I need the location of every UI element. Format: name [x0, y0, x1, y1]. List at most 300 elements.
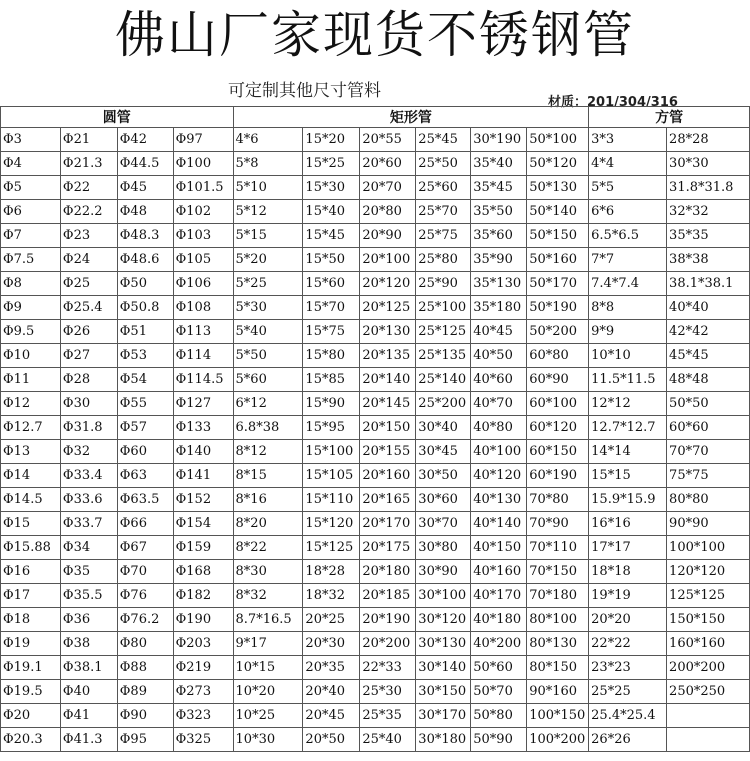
table-cell: 38*38	[667, 248, 750, 272]
table-cell: 5*50	[233, 344, 303, 368]
table-cell: Φ14.5	[1, 488, 61, 512]
table-cell: Φ41.3	[60, 728, 117, 752]
table-cell: 8*12	[233, 440, 303, 464]
table-cell: 20*40	[303, 680, 360, 704]
table-cell: 50*160	[527, 248, 589, 272]
table-cell: 38.1*38.1	[667, 272, 750, 296]
table-cell: 5*25	[233, 272, 303, 296]
table-cell: 8*15	[233, 464, 303, 488]
table-cell: 20*35	[303, 656, 360, 680]
header-round-tube: 圆管	[1, 107, 234, 128]
table-row	[1, 416, 750, 440]
table-cell: Φ76.2	[117, 608, 173, 632]
table-cell: Φ114	[173, 344, 233, 368]
table-row	[1, 512, 750, 536]
table-cell: 42*42	[667, 320, 750, 344]
table-cell: Φ168	[173, 560, 233, 584]
table-cell: 5*5	[589, 176, 667, 200]
table-cell: 20*200	[360, 632, 416, 656]
table-cell: 50*70	[471, 680, 527, 704]
table-cell: 50*130	[527, 176, 589, 200]
table-cell: 4*6	[233, 128, 303, 152]
table-cell: 50*80	[471, 704, 527, 728]
table-cell: Φ6	[1, 200, 61, 224]
table-cell: 25*50	[416, 152, 471, 176]
table-cell: 5*15	[233, 224, 303, 248]
table-cell: 35*45	[471, 176, 527, 200]
table-row	[1, 440, 750, 464]
table-cell: 20*45	[303, 704, 360, 728]
table-cell: 100*100	[667, 536, 750, 560]
table-cell: Φ105	[173, 248, 233, 272]
page-title: 佛山厂家现货不锈钢管	[115, 6, 635, 64]
table-cell: Φ102	[173, 200, 233, 224]
table-row	[1, 464, 750, 488]
table-cell: Φ100	[173, 152, 233, 176]
table-cell: Φ19	[1, 632, 61, 656]
table-cell: 10*15	[233, 656, 303, 680]
table-cell: 22*22	[589, 632, 667, 656]
table-cell: 70*90	[527, 512, 589, 536]
table-cell: 30*60	[416, 488, 471, 512]
table-cell: 20*125	[360, 296, 416, 320]
table-cell: Φ127	[173, 392, 233, 416]
table-row	[1, 152, 750, 176]
table-cell: Φ67	[117, 536, 173, 560]
table-cell: 50*100	[527, 128, 589, 152]
table-cell: 5*12	[233, 200, 303, 224]
table-cell: 70*150	[527, 560, 589, 584]
table-cell: 25*100	[416, 296, 471, 320]
table-cell: Φ21	[60, 128, 117, 152]
table-row	[1, 272, 750, 296]
table-cell: Φ190	[173, 608, 233, 632]
table-cell: 75*75	[667, 464, 750, 488]
table-cell: 25*35	[360, 704, 416, 728]
table-cell: 20*155	[360, 440, 416, 464]
table-cell: 20*135	[360, 344, 416, 368]
table-cell: Φ323	[173, 704, 233, 728]
table-cell: 25*200	[416, 392, 471, 416]
table-cell: 25*75	[416, 224, 471, 248]
table-cell: 15*90	[303, 392, 360, 416]
table-row	[1, 608, 750, 632]
table-cell: 15*105	[303, 464, 360, 488]
table-cell: 8*30	[233, 560, 303, 584]
table-cell: Φ19.1	[1, 656, 61, 680]
table-cell: 30*170	[416, 704, 471, 728]
table-cell: 15*30	[303, 176, 360, 200]
table-row	[1, 560, 750, 584]
table-cell: Φ4	[1, 152, 61, 176]
table-cell: 40*170	[471, 584, 527, 608]
table-cell: 30*90	[416, 560, 471, 584]
table-cell: Φ70	[117, 560, 173, 584]
table-cell: 20*185	[360, 584, 416, 608]
table-row	[1, 728, 750, 752]
table-cell: 15*100	[303, 440, 360, 464]
table-cell: 30*70	[416, 512, 471, 536]
table-cell: 50*120	[527, 152, 589, 176]
table-cell: 18*32	[303, 584, 360, 608]
table-cell: 90*160	[527, 680, 589, 704]
table-cell: 60*190	[527, 464, 589, 488]
header-rect-tube: 矩形管	[233, 107, 589, 128]
table-cell: Φ27	[60, 344, 117, 368]
table-cell: Φ48.6	[117, 248, 173, 272]
table-cell: 22*33	[360, 656, 416, 680]
table-cell: 30*120	[416, 608, 471, 632]
table-cell: 5*8	[233, 152, 303, 176]
table-cell: 25*135	[416, 344, 471, 368]
table-cell: Φ159	[173, 536, 233, 560]
table-cell: 70*80	[527, 488, 589, 512]
table-cell: Φ25.4	[60, 296, 117, 320]
table-cell: Φ152	[173, 488, 233, 512]
table-cell: 19*19	[589, 584, 667, 608]
table-cell: 20*145	[360, 392, 416, 416]
table-cell: Φ12	[1, 392, 61, 416]
table-cell: Φ24	[60, 248, 117, 272]
table-cell: 70*70	[667, 440, 750, 464]
table-row	[1, 632, 750, 656]
table-cell: 30*190	[471, 128, 527, 152]
table-cell: Φ16	[1, 560, 61, 584]
table-cell: 15*50	[303, 248, 360, 272]
table-cell: Φ141	[173, 464, 233, 488]
table-cell: Φ114.5	[173, 368, 233, 392]
table-cell: 80*80	[667, 488, 750, 512]
table-cell: 8*20	[233, 512, 303, 536]
table-cell: 25*25	[589, 680, 667, 704]
table-cell: 15*70	[303, 296, 360, 320]
table-cell: 32*32	[667, 200, 750, 224]
table-cell: 60*90	[527, 368, 589, 392]
table-cell: Φ63.5	[117, 488, 173, 512]
table-cell: 35*35	[667, 224, 750, 248]
table-cell: 50*60	[471, 656, 527, 680]
table-cell: Φ15.88	[1, 536, 61, 560]
table-cell: 150*150	[667, 608, 750, 632]
table-row	[1, 200, 750, 224]
table-cell: Φ17	[1, 584, 61, 608]
table-cell: 4*4	[589, 152, 667, 176]
table-cell: 14*14	[589, 440, 667, 464]
table-row	[1, 704, 750, 728]
table-cell: 35*60	[471, 224, 527, 248]
table-cell: 160*160	[667, 632, 750, 656]
table-cell: 30*150	[416, 680, 471, 704]
table-cell: 20*180	[360, 560, 416, 584]
table-cell: 28*28	[667, 128, 750, 152]
table-cell: 30*40	[416, 416, 471, 440]
table-cell: Φ34	[60, 536, 117, 560]
table-cell: 8*16	[233, 488, 303, 512]
table-cell: Φ89	[117, 680, 173, 704]
table-cell: 250*250	[667, 680, 750, 704]
table-cell: 30*45	[416, 440, 471, 464]
header-square-tube: 方管	[589, 107, 750, 128]
table-cell: Φ90	[117, 704, 173, 728]
table-cell: Φ140	[173, 440, 233, 464]
table-cell: 5*20	[233, 248, 303, 272]
table-row	[1, 368, 750, 392]
table-cell: Φ219	[173, 656, 233, 680]
table-cell: 15.9*15.9	[589, 488, 667, 512]
table-cell: 90*90	[667, 512, 750, 536]
table-cell: 100*200	[527, 728, 589, 752]
table-cell: 20*165	[360, 488, 416, 512]
table-cell: 40*45	[471, 320, 527, 344]
table-cell: 40*140	[471, 512, 527, 536]
table-cell: 15*120	[303, 512, 360, 536]
table-cell: Φ11	[1, 368, 61, 392]
table-cell: 20*50	[303, 728, 360, 752]
table-cell: 10*25	[233, 704, 303, 728]
table-cell: Φ10	[1, 344, 61, 368]
table-cell: Φ33.6	[60, 488, 117, 512]
table-cell: Φ25	[60, 272, 117, 296]
table-cell: Φ7.5	[1, 248, 61, 272]
table-row	[1, 320, 750, 344]
table-cell: 35*130	[471, 272, 527, 296]
table-cell: Φ22.2	[60, 200, 117, 224]
table-cell: 50*200	[527, 320, 589, 344]
table-cell: 18*18	[589, 560, 667, 584]
table-cell: 30*180	[416, 728, 471, 752]
table-cell: 7*7	[589, 248, 667, 272]
table-cell: 20*70	[360, 176, 416, 200]
table-cell: 9*9	[589, 320, 667, 344]
table-cell: 25*125	[416, 320, 471, 344]
table-cell: 20*30	[303, 632, 360, 656]
table-cell: Φ95	[117, 728, 173, 752]
table-cell: 20*160	[360, 464, 416, 488]
table-cell: Φ30	[60, 392, 117, 416]
table-cell: Φ45	[117, 176, 173, 200]
table-cell: 48*48	[667, 368, 750, 392]
table-cell: 20*20	[589, 608, 667, 632]
table-cell: 30*140	[416, 656, 471, 680]
table-cell: 25*40	[360, 728, 416, 752]
table-cell: 60*120	[527, 416, 589, 440]
table-cell: 200*200	[667, 656, 750, 680]
table-cell: 18*28	[303, 560, 360, 584]
table-cell: 120*120	[667, 560, 750, 584]
table-cell: 8*32	[233, 584, 303, 608]
table-cell: 17*17	[589, 536, 667, 560]
size-table	[0, 106, 750, 752]
table-cell: 15*80	[303, 344, 360, 368]
table-cell: Φ35	[60, 560, 117, 584]
table-cell: 31.8*31.8	[667, 176, 750, 200]
table-cell: Φ60	[117, 440, 173, 464]
table-row	[1, 176, 750, 200]
table-cell: Φ113	[173, 320, 233, 344]
table-cell: 20*130	[360, 320, 416, 344]
table-cell: 6*12	[233, 392, 303, 416]
table-cell: 35*90	[471, 248, 527, 272]
table-cell: 15*110	[303, 488, 360, 512]
table-cell: 40*50	[471, 344, 527, 368]
table-cell: 40*160	[471, 560, 527, 584]
table-cell: 30*130	[416, 632, 471, 656]
table-cell: 10*10	[589, 344, 667, 368]
table-cell: 60*80	[527, 344, 589, 368]
table-cell: 8.7*16.5	[233, 608, 303, 632]
table-cell: Φ103	[173, 224, 233, 248]
table-cell: Φ154	[173, 512, 233, 536]
table-cell: 125*125	[667, 584, 750, 608]
table-cell: 5*10	[233, 176, 303, 200]
table-cell: 35*40	[471, 152, 527, 176]
table-cell: Φ273	[173, 680, 233, 704]
table-cell: Φ38	[60, 632, 117, 656]
table-cell: Φ54	[117, 368, 173, 392]
table-cell: 35*50	[471, 200, 527, 224]
table-cell: 35*180	[471, 296, 527, 320]
table-row	[1, 656, 750, 680]
table-cell: 8*8	[589, 296, 667, 320]
table-cell: Φ106	[173, 272, 233, 296]
table-cell: 40*80	[471, 416, 527, 440]
table-cell: Φ325	[173, 728, 233, 752]
table-row	[1, 680, 750, 704]
table-cell: 20*80	[360, 200, 416, 224]
table-cell: 5*40	[233, 320, 303, 344]
table-cell: 80*100	[527, 608, 589, 632]
table-cell: Φ9	[1, 296, 61, 320]
table-cell: 25*30	[360, 680, 416, 704]
table-cell: 20*100	[360, 248, 416, 272]
table-cell: 50*190	[527, 296, 589, 320]
table-cell: Φ35.5	[60, 584, 117, 608]
table-cell: 40*40	[667, 296, 750, 320]
table-cell: 70*180	[527, 584, 589, 608]
table-cell: Φ31.8	[60, 416, 117, 440]
table-cell: Φ50	[117, 272, 173, 296]
table-cell: 20*140	[360, 368, 416, 392]
table-cell: 50*150	[527, 224, 589, 248]
table-cell	[667, 704, 750, 728]
table-cell: Φ18	[1, 608, 61, 632]
table-cell: Φ101.5	[173, 176, 233, 200]
table-cell: 20*90	[360, 224, 416, 248]
table-cell: Φ57	[117, 416, 173, 440]
table-cell: 45*45	[667, 344, 750, 368]
table-row	[1, 296, 750, 320]
table-cell: 25*60	[416, 176, 471, 200]
table-cell: Φ21.3	[60, 152, 117, 176]
table-cell: 40*200	[471, 632, 527, 656]
table-cell: 15*125	[303, 536, 360, 560]
table-cell: Φ55	[117, 392, 173, 416]
table-cell: Φ8	[1, 272, 61, 296]
table-cell: Φ88	[117, 656, 173, 680]
table-cell: 15*45	[303, 224, 360, 248]
table-cell: 40*100	[471, 440, 527, 464]
table-cell: 15*60	[303, 272, 360, 296]
table-cell: Φ50.8	[117, 296, 173, 320]
table-cell: 11.5*11.5	[589, 368, 667, 392]
table-cell: Φ63	[117, 464, 173, 488]
table-cell: 12.7*12.7	[589, 416, 667, 440]
table-cell: 26*26	[589, 728, 667, 752]
table-cell: 15*15	[589, 464, 667, 488]
table-cell: 60*60	[667, 416, 750, 440]
table-cell: Φ182	[173, 584, 233, 608]
table-cell: 5*60	[233, 368, 303, 392]
table-cell: 50*50	[667, 392, 750, 416]
table-cell: 20*190	[360, 608, 416, 632]
table-cell: 50*170	[527, 272, 589, 296]
table-cell: 70*110	[527, 536, 589, 560]
table-cell: 40*130	[471, 488, 527, 512]
table-cell: Φ15	[1, 512, 61, 536]
table-header-row	[1, 107, 750, 128]
table-cell: 3*3	[589, 128, 667, 152]
table-cell: 10*20	[233, 680, 303, 704]
table-cell: Φ40	[60, 680, 117, 704]
table-cell: Φ38.1	[60, 656, 117, 680]
table-cell: Φ12.7	[1, 416, 61, 440]
table-cell: 15*95	[303, 416, 360, 440]
table-cell: Φ108	[173, 296, 233, 320]
table-row	[1, 224, 750, 248]
table-cell: 8*22	[233, 536, 303, 560]
table-cell: Φ22	[60, 176, 117, 200]
table-cell: Φ133	[173, 416, 233, 440]
table-cell: 5*30	[233, 296, 303, 320]
table-cell: Φ48.3	[117, 224, 173, 248]
table-cell: Φ36	[60, 608, 117, 632]
table-cell: Φ28	[60, 368, 117, 392]
material-label: 材质：201/304/316	[548, 95, 678, 110]
table-cell: 12*12	[589, 392, 667, 416]
table-row	[1, 344, 750, 368]
table-cell: 25*45	[416, 128, 471, 152]
table-cell: 25*80	[416, 248, 471, 272]
table-cell: 25*90	[416, 272, 471, 296]
table-row	[1, 536, 750, 560]
table-cell: 20*120	[360, 272, 416, 296]
table-cell: Φ53	[117, 344, 173, 368]
table-cell: 40*70	[471, 392, 527, 416]
table-cell: Φ32	[60, 440, 117, 464]
table-cell: 30*80	[416, 536, 471, 560]
table-cell: 60*150	[527, 440, 589, 464]
table-cell: 25.4*25.4	[589, 704, 667, 728]
table-cell: 10*30	[233, 728, 303, 752]
table-cell: 30*100	[416, 584, 471, 608]
table-cell: Φ7	[1, 224, 61, 248]
table-cell: 15*75	[303, 320, 360, 344]
table-cell: 23*23	[589, 656, 667, 680]
table-cell: Φ9.5	[1, 320, 61, 344]
table-cell: 80*150	[527, 656, 589, 680]
table-cell: Φ41	[60, 704, 117, 728]
table-cell: 20*60	[360, 152, 416, 176]
table-cell: 15*85	[303, 368, 360, 392]
table-cell: 9*17	[233, 632, 303, 656]
table-cell: 20*175	[360, 536, 416, 560]
table-cell: 30*50	[416, 464, 471, 488]
table-cell: 15*20	[303, 128, 360, 152]
table-cell: 50*90	[471, 728, 527, 752]
table-cell: 20*25	[303, 608, 360, 632]
table-row	[1, 128, 750, 152]
table-cell: 15*25	[303, 152, 360, 176]
